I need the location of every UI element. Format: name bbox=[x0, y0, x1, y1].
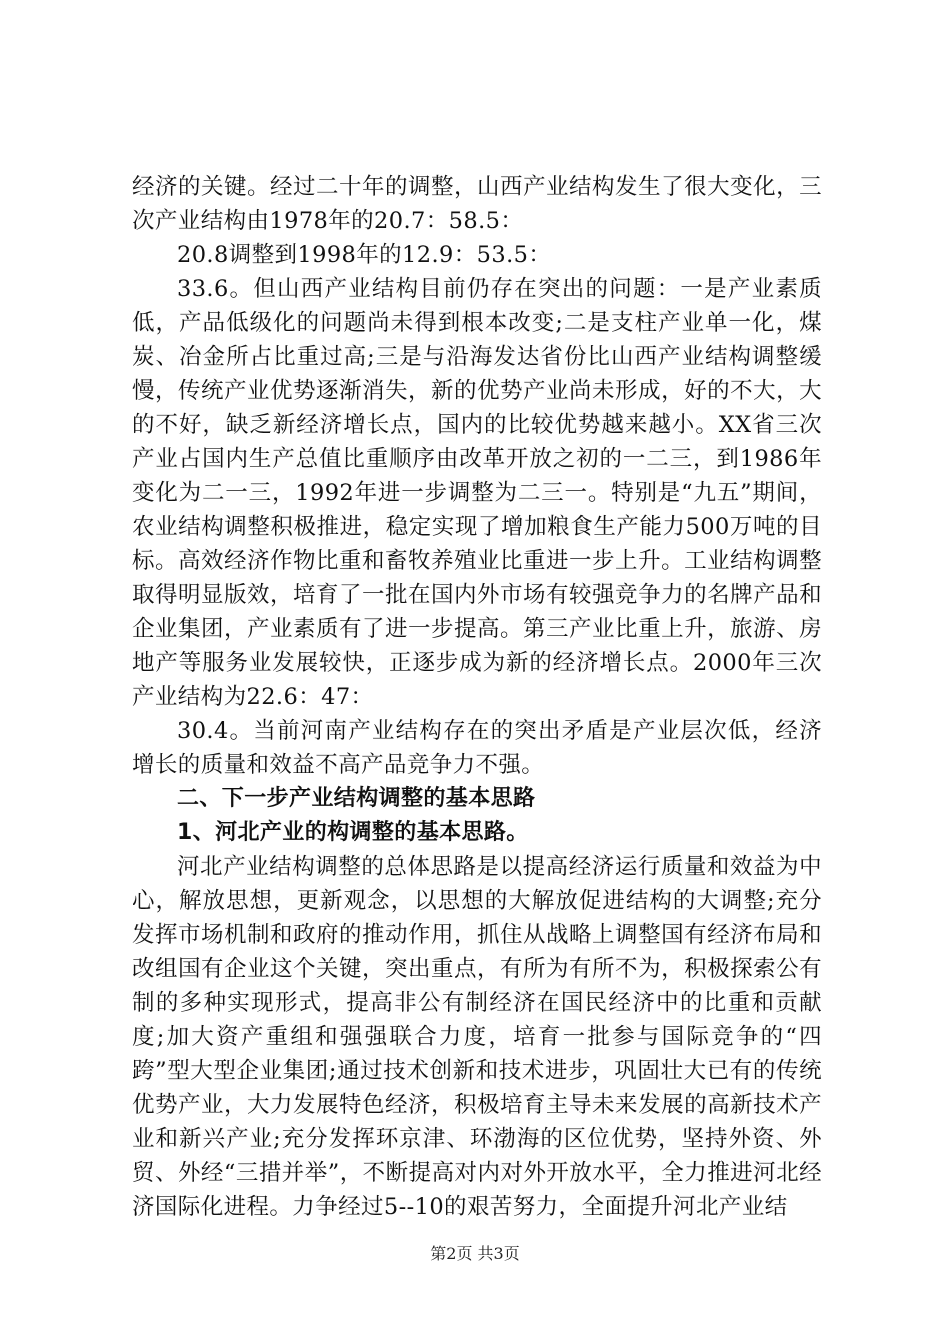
document-body bbox=[132, 170, 822, 1224]
paragraph-4: 30.4。当前河南产业结构存在的突出矛盾是产业层次低，经济增长的质量和效益不高产品竞争力不强。 bbox=[132, 718, 822, 778]
paragraph-3: 33.6。但山西产业结构目前仍存在突出的问题：一是产业素质低，产品低级化的问题尚未得到根本改变;二是支柱产业单一化，煤炭、冶金所占比重过高;三是与沿海发达省份比山西产业结构调整缓慢，传统产业优势逐渐消失，新的优势产业尚未形成，好的不大，大的不好，缺乏新经济增长点，国内的比较优势越来越小。XX省三次产业占国内生产总值比重顺序由改革开放之初的一二三，到1986年变化为二一三，1992年进一步调整为二三一。特别是“九五”期间，农业结构调整积极推进，稳定实现了增加粮食生产能力500万吨的目标。高效经济作物比重和畜牧养殖业比重进一步上升。工业结构调整取得明显版效，培育了一批在国内外市场有较强竞争力的名牌产品和企业集团，产业素质有了进一步提高。第三产业比重上升，旅游、房地产等服务业发展较快，正逐步成为新的经济增长点。2000年三次产业结构为22.6：47： bbox=[132, 276, 822, 710]
paragraph-1: 经济的关键。经过二十年的调整，山西产业结构发生了很大变化，三次产业结构由1978年的20.7：58.5： bbox=[132, 174, 822, 234]
page-footer: 第2页 共3页 bbox=[430, 1244, 520, 1263]
paragraph-5: 河北产业结构调整的总体思路是以提高经济运行质量和效益为中心，解放思想，更新观念，以思想的大解放促进结构的大调整;充分发挥市场机制和政府的推动作用，抓住从战略上调整国有经济布局和改组国有企业这个关键，突出重点，有所为有所不为，积极探索公有制的多种实现形式，提高非公有制经济在国民经济中的比重和贡献度;加大资产重组和强强联合力度，培育一批参与国际竞争的“四跨”型大型企业集团;通过技术创新和技术进步，巩固壮大已有的传统优势产业，大力发展特色经济，积极培育主导未来发展的高新技术产业和新兴产业;充分发挥环京津、环渤海的区位优势，坚持外资、外贸、外经“三措并举”，不断提高对内对外开放水平，全力推进河北经济国际化进程。力争经过5--10的艰苦努力，全面提升河北产业结 bbox=[132, 854, 822, 1220]
section-heading: 二、下一步产业结构调整的基本思路 bbox=[177, 786, 536, 811]
subsection-heading: 1、河北产业的构调整的基本思路。 bbox=[177, 820, 529, 845]
paragraph-2: 20.8调整到1998年的12.9：53.5： bbox=[177, 242, 552, 268]
